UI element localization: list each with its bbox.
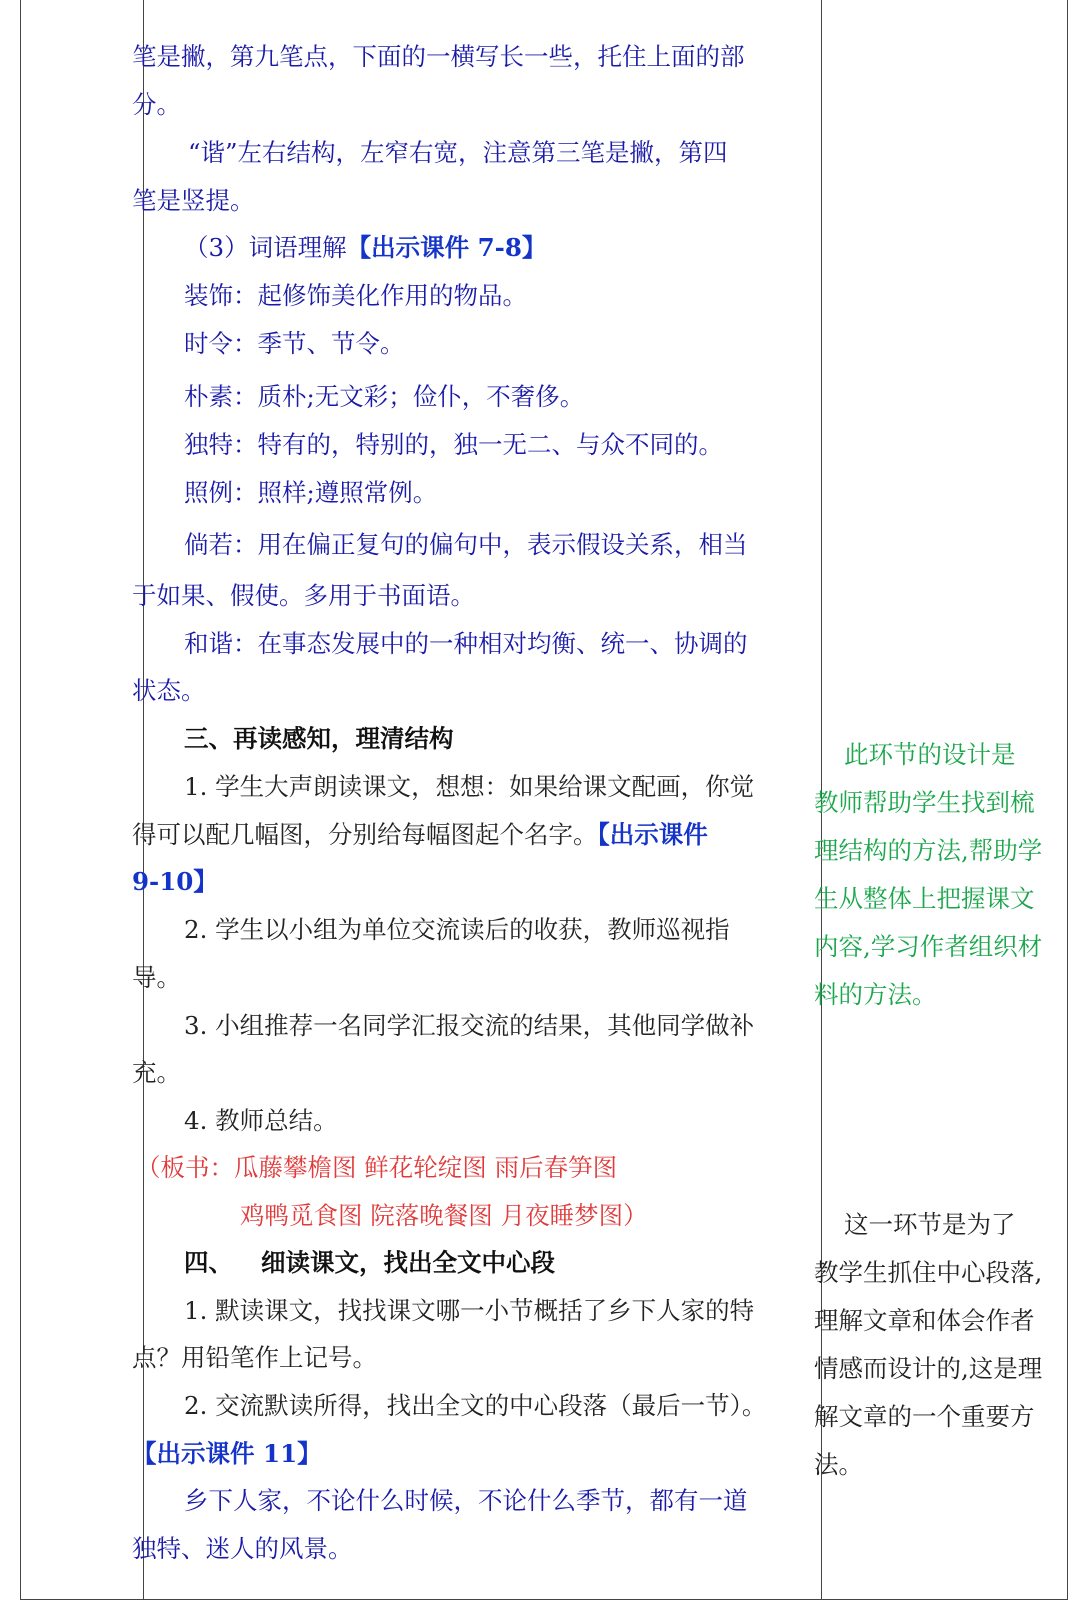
definition-line: 朴素：质朴;无文彩；俭仆，不奢侈。 (184, 382, 585, 411)
quote-line: 独特、迷人的风景。 (132, 1534, 353, 1563)
text-line: 点？用铅笔作上记号。 (132, 1343, 377, 1372)
note-line: 这一环节是为了 (844, 1210, 1016, 1239)
text-line: 2. 交流默读所得，找出全文的中心段落（最后一节）。 (184, 1391, 767, 1420)
note-line: 理解文章和体会作者 (814, 1306, 1035, 1335)
definition-line: 时令：季节、节令。 (184, 329, 405, 358)
quote-line: 乡下人家，不论什么时候，不论什么季节，都有一道 (184, 1486, 748, 1515)
courseware-tag: 9-10】 (132, 867, 218, 896)
note-line: 情感而设计的,这是理 (814, 1354, 1043, 1383)
section-heading: 三、再读感知，理清结构 (184, 724, 454, 753)
section-number: 四、 (184, 1248, 233, 1277)
courseware-tag: 【出示课件 11】 (132, 1439, 322, 1468)
note-line: 料的方法。 (814, 980, 937, 1009)
text-line: 导。 (132, 963, 181, 992)
text-line: “谐”左右结构，左窄右宽，注意第三笔是撇，第四 (188, 138, 728, 167)
note-line: 教学生抓住中心段落, (814, 1258, 1043, 1287)
definition-line: 和谐：在事态发展中的一种相对均衡、统一、协调的 (184, 629, 748, 658)
note-line: 内容,学习作者组织材 (814, 932, 1043, 961)
text-line: 分。 (132, 90, 181, 119)
definition-line: 装饰：起修饰美化作用的物品。 (184, 281, 527, 310)
definition-line: 独特：特有的，特别的，独一无二、与众不同的。 (184, 430, 723, 459)
text-line: 笔是竖提。 (132, 186, 255, 215)
text-span: 得可以配几幅图，分别给每幅图起个名字。 (132, 820, 598, 849)
section-label: （3）词语理解 (184, 233, 347, 262)
blackboard-line: 鸡鸭觅食图 院落晚餐图 月夜睡梦图） (240, 1201, 648, 1230)
text-line: 3. 小组推荐一名同学汇报交流的结果，其他同学做补 (184, 1011, 755, 1040)
section-title: 细读课文，找出全文中心段 (261, 1248, 555, 1277)
definition-line: 于如果、假使。多用于书面语。 (132, 581, 475, 610)
note-line: 生从整体上把握课文 (814, 884, 1035, 913)
note-line: 理结构的方法,帮助学 (814, 836, 1043, 865)
blackboard-line: （板书：瓜藤攀檐图 鲜花轮绽图 雨后春笋图 (136, 1153, 618, 1182)
note-line: 此环节的设计是 (844, 740, 1016, 769)
courseware-tag: 【出示课件 7-8】 (346, 233, 547, 262)
definition-line: 状态。 (132, 676, 206, 705)
definition-line: 倘若：用在偏正复句的偏句中，表示假设关系，相当 (184, 530, 748, 559)
courseware-tag: 【出示课件 (597, 820, 708, 849)
definition-line: 照例：照样;遵照常例。 (184, 478, 438, 507)
text-line: 4. 教师总结。 (184, 1106, 338, 1135)
note-line: 教师帮助学生找到梳 (814, 788, 1035, 817)
text-line (184, 233, 546, 263)
text-line: 1. 学生大声朗读课文，想想：如果给课文配画，你觉 (184, 772, 755, 801)
text-line: 笔是撇，第九笔点，下面的一横写长一些，托住上面的部 (132, 42, 745, 71)
text-line (132, 820, 708, 850)
section-heading (184, 1248, 555, 1278)
text-line: 1. 默读课文，找找课文哪一小节概括了乡下人家的特 (184, 1296, 755, 1325)
text-line: 充。 (132, 1058, 181, 1087)
text-line: 2. 学生以小组为单位交流读后的收获，教师巡视指 (184, 915, 730, 944)
note-line: 解文章的一个重要方 (814, 1402, 1035, 1431)
note-line: 法。 (814, 1450, 863, 1479)
